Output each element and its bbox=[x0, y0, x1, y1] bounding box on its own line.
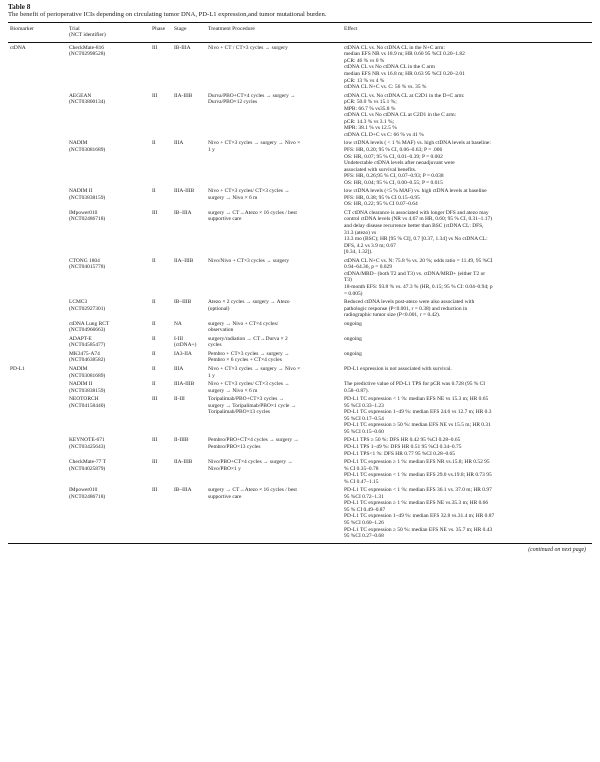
continued-note: (continued on next page) bbox=[528, 546, 586, 553]
cell-stage: NA bbox=[174, 320, 182, 327]
cell-procedure: Nivo/Nivo + CT×3 cycles → surgery bbox=[208, 257, 290, 264]
cell-procedure: surgery/radiation → CT→Durva × 2 cycles bbox=[208, 335, 288, 349]
cell-stage: IIIA-IIIB bbox=[174, 188, 195, 195]
table-row bbox=[8, 457, 592, 485]
header-biomarker: Biomarker bbox=[10, 26, 34, 32]
cell-stage: IB-IIIA bbox=[174, 44, 191, 51]
table-row bbox=[8, 208, 592, 256]
cell-procedure: Nivo/PBO+CT×4 cycles → surgery → Nivo/PBO×1 y bbox=[208, 459, 293, 472]
cell-biomarker: ctDNA bbox=[10, 44, 26, 51]
table-caption: The benefit of perioperative ICIs depending on circulating tumor DNA, PD-L1 expression,and tumor mutational burden. bbox=[8, 11, 327, 18]
cell-procedure: Toripalimab/PBO+CT×3 cycles → surgery → Toripalimab/PBO×1 cycle → Toripalimab/PBO×13 cycles bbox=[208, 396, 297, 416]
cell-trial: MK3475-A74 (NCT04638582) bbox=[69, 350, 106, 364]
cell-procedure: surgery → CT→Atezo × 16 cycles / best supportive care bbox=[208, 487, 297, 500]
cell-phase: II bbox=[152, 365, 156, 372]
table-row bbox=[8, 364, 592, 379]
cell-trial: KEYNOTE-671 (NCT03425643) bbox=[69, 437, 106, 450]
cell-trial: NADIM II (NCT03838159) bbox=[69, 381, 106, 394]
cell-phase: III bbox=[152, 396, 158, 403]
cell-biomarker bbox=[8, 258, 69, 297]
cell-biomarker bbox=[8, 437, 69, 457]
cell-phase: II bbox=[152, 335, 156, 342]
table-row bbox=[8, 394, 592, 435]
table-header bbox=[8, 23, 592, 43]
cell-stage: IIA-IIIB bbox=[174, 92, 193, 99]
cell-stage: IIIA bbox=[174, 140, 184, 147]
header-effect: Effect bbox=[344, 26, 358, 32]
cell-effect: The predictive value of PD-L1 TPS for pCR was 0.728 (95 % CI 0.58–0.87). bbox=[344, 381, 486, 394]
table-row bbox=[8, 319, 592, 334]
cell-stage: IIIA-IIIB bbox=[174, 381, 195, 388]
cell-effect: ongoing bbox=[344, 320, 362, 327]
cell-trial: IMpower010 (NCT02486718) bbox=[69, 487, 106, 500]
cell-procedure: Nivo + CT×3 cycles → surgery → Nivo × 1 y bbox=[208, 365, 301, 379]
cell-procedure: Nivo + CT×3 cycles/ CT×3 cycles → surgery → Nivo × 6 m bbox=[208, 381, 290, 394]
cell-phase: III bbox=[152, 209, 158, 216]
cell-procedure: Nivo + CT×3 cycles → surgery → Nivo × 1 y bbox=[208, 140, 301, 154]
cell-phase: II bbox=[152, 381, 156, 388]
table-row bbox=[8, 43, 592, 91]
cell-biomarker bbox=[8, 210, 69, 256]
table-row bbox=[8, 256, 592, 297]
cell-biomarker bbox=[8, 396, 69, 435]
cell-procedure: Nivo + CT×3 cycles/ CT×3 cycles → surgery → Nivo × 6 m bbox=[208, 188, 290, 201]
cell-effect: ongoing bbox=[344, 335, 362, 342]
cell-effect: PD-L1 TPS ≥ 50 %: DFS HR 0.42 95 %CI 0.28–0.65 PD-L1 TPS 1–49 %: DFS HR 0.51 95 %CI 0.34–0.75 PD-L1 TPS<1 %: DFS HR 0.77 95 %CI 0.28–0.65 bbox=[344, 437, 462, 457]
cell-biomarker bbox=[8, 188, 69, 208]
cell-biomarker bbox=[8, 487, 69, 539]
cell-biomarker bbox=[8, 459, 69, 485]
table-label: Table 8 bbox=[8, 3, 31, 11]
cell-effect: ctDNA CL N+C vs. N: 75.8 % vs. 20 %; odds ratio = 11.49, 95 %CI 0.94–64.36, p = 0.029 ctDNA/MRD– (both T2 and T3) vs. ctDNA/MRD+ (either T2 or T3) 18-month EFS: 93.8 % vs. 47.3 % (HR, 0.15; 95 % CI: 0.04–0.94; p = 0.005) bbox=[344, 257, 493, 297]
cell-effect: PD-L1 TC expression ≥ 1 %: median EFS NR vs.15.8; HR 0.52 95 % CI 0.35–0.78 PD-L1 TC expression < 1 %: median EFS 29.0 vs.19.8; HR 0.73 95 % CI 0.47–1.15 bbox=[344, 459, 492, 485]
header-procedure: Treatment Procedure bbox=[208, 26, 255, 32]
cell-phase: III bbox=[152, 487, 158, 494]
cell-procedure: Nivo + CT / CT×3 cycles → surgery bbox=[208, 44, 288, 51]
cell-stage: IB–IIIB bbox=[174, 299, 192, 306]
cell-phase: III bbox=[152, 459, 158, 466]
cell-biomarker bbox=[8, 381, 69, 394]
cell-trial: NADIM (NCT03081689) bbox=[69, 365, 106, 379]
cell-procedure: surgery → Nivo + CT×4 cycles/ observation bbox=[208, 320, 279, 334]
table-row bbox=[8, 334, 592, 349]
table-row bbox=[8, 379, 592, 394]
cell-trial: AEGEAN (NCT03800134) bbox=[69, 92, 106, 106]
header-stage: Stage bbox=[174, 26, 187, 32]
cell-stage: IIA-IIIB bbox=[174, 459, 193, 466]
cell-biomarker bbox=[8, 93, 69, 139]
cell-trial: NEOTORCH (NCT04158440) bbox=[69, 396, 106, 409]
cell-phase: II bbox=[152, 350, 156, 357]
cell-phase: II bbox=[152, 140, 156, 147]
table-row bbox=[8, 349, 592, 364]
cell-biomarker bbox=[8, 321, 69, 334]
cell-stage: IB–IIIA bbox=[174, 487, 192, 494]
table-row bbox=[8, 138, 592, 186]
cell-trial: NADIM II (NCT03838159) bbox=[69, 188, 106, 201]
cell-biomarker: PD-L1 bbox=[10, 365, 25, 372]
cell-trial: ctDNA Lung RCT (NCT04966663) bbox=[69, 320, 110, 334]
cell-effect: low ctDNA levels ( < 1 % MAF) vs. high ctDNA levels at baseline: PFS: HR, 0.20; 95 % CI, 0.06–0.63; P = .006 OS: HR, 0.07; 95 % CI, 0.01–0.39; P = 0.002 Undetectable ctDNA levels after neoadjuvant were associated with survival benefits. PFS: HR, 0.26;95 % CI, 0.07–0.93; P = 0.038 OS: HR, 0.04; 95 % CI, 0.00–0.55; P = 0.015 bbox=[344, 140, 491, 186]
cell-procedure: Atezo × 2 cycles → surgery → Atezo (optional) bbox=[208, 299, 290, 312]
cell-phase: II bbox=[152, 299, 156, 306]
cell-procedure: surgery → CT→Atezo × 16 cycles / best supportive care bbox=[208, 209, 297, 223]
cell-effect: ctDNA CL vs. No ctDNA CL at C2D1 in the D+C arm: pCR: 50.0 % vs 15.1 %; MPR: 66.7 % vs35.8 % ctDNA CL vs No ctDNA CL at C2D1 in the C arm: pCR: 14.3 % vs 3.1 %; MPR: 38.1 % vs 12.5 % ctDNA CL D+C vs C: 66 % vs 41 % bbox=[344, 92, 465, 138]
cell-biomarker bbox=[8, 140, 69, 186]
bottom-rule bbox=[8, 543, 592, 544]
cell-procedure: Pembro + CT×3 cycles → surgery → Pembro × 6 cycles + CT×4 cycles bbox=[208, 350, 290, 364]
cell-stage: II-IIIB bbox=[174, 437, 189, 444]
cell-effect: ongoing bbox=[344, 350, 362, 357]
cell-trial: CheckMate-816 (NCT02998528) bbox=[69, 44, 106, 58]
cell-trial: LCMC3 (NCT02927301) bbox=[69, 299, 106, 312]
cell-phase: III bbox=[152, 437, 158, 444]
cell-stage: IB–IIIA bbox=[174, 209, 192, 216]
cell-stage: IIIA bbox=[174, 365, 184, 372]
table-row bbox=[8, 485, 592, 539]
cell-effect: low ctDNA levels (<5 % MAF) vs. high ctDNA levels at baseline PFS: HR, 0.38; 95 % CI 0.15–0.95 OS: HR, 0.22; 95 % CI 0.07–0.64 bbox=[344, 188, 487, 208]
header-trial: Trial (NCT identifier) bbox=[69, 26, 106, 39]
cell-phase: II bbox=[152, 257, 156, 264]
cell-trial: NADIM (NCT03081689) bbox=[69, 140, 106, 154]
cell-effect: Reduced ctDNA levels post-atezo were also associated with pathologic response (P<0.001, r = 0.38) and reduction in radiographic tumor size (P<0.001, r = 0.42). bbox=[344, 299, 475, 319]
cell-biomarker bbox=[8, 299, 69, 319]
cell-biomarker bbox=[8, 336, 69, 349]
header-phase: Phase bbox=[152, 26, 166, 32]
cell-trial: CheckMate-77 T (NCT04025879) bbox=[69, 459, 106, 472]
cell-effect: CT ctDNA clearance is associated with longer DFS and atezo may control ctDNA levels (NR vs 4.67 m HR, 0.60; 95 % CI, 0.31–1.17) and delay disease recurrence better than BSC (ctDNA CL: DFS, 31.3 (atezo) vs 13.3 mo (BSC); HR [95 % CI], 0.7 [0.37, 1.34] vs No ctDNA CL: DFS, 4.2 vs 3.9 m; 0.67 [0.34, 1.32]). bbox=[344, 209, 493, 256]
table-body bbox=[8, 43, 592, 540]
cell-phase: II bbox=[152, 188, 156, 195]
cell-effect: PD-L1 TC expression < 1 %: median EFS 36.1 vs. 37.0 m; HR 0.97 95 %CI 0.72–1.31 PD-L1 TC expression ≥ 1 %: median EFS NE vs.35.3 m; HR 0.66 95 % CI 0.49–0.87 PD-L1 TC expression 1–49 %: median EFS 32.8 vs.31.4 m; HR 0.87 95 %CI 0.60–1.26 PD-L1 TC expression ≥ 50 %: median EFS NE vs. 35.7 m; HR 0.43 95 %CI 0.27–0.68 bbox=[344, 487, 495, 540]
table-row bbox=[8, 186, 592, 208]
cell-phase: III bbox=[152, 92, 158, 99]
table-row bbox=[8, 435, 592, 457]
cell-phase: II bbox=[152, 320, 156, 327]
table-row bbox=[8, 91, 592, 139]
table-row bbox=[8, 297, 592, 319]
cell-stage: I-III (ctDNA+) bbox=[174, 335, 197, 349]
table-page bbox=[8, 3, 592, 553]
cell-procedure: Pembro/PBO+CT×4 cycles → surgery → Pembro/PBO×13 cycles bbox=[208, 437, 299, 450]
cell-biomarker bbox=[8, 351, 69, 364]
cell-stage: IA3-IIA bbox=[174, 350, 192, 357]
cell-trial: ADAPT-E (NCT04585477) bbox=[69, 335, 106, 349]
cell-phase: III bbox=[152, 44, 158, 51]
cell-stage: II-III bbox=[174, 396, 185, 403]
cell-trial: IMpower010 (NCT02486718) bbox=[69, 209, 106, 223]
cell-effect: PD-L1 expression is not associated with survival. bbox=[344, 365, 452, 372]
cell-stage: IIA–IIIB bbox=[174, 257, 194, 264]
cell-procedure: Durva/PBO+CT×4 cycles → surgery → Durva/PBO×12 cycles bbox=[208, 92, 296, 106]
cell-trial: CTONG 1804 (NCT04015778) bbox=[69, 257, 106, 271]
cell-effect: ctDNA CL vs. No ctDNA CL in the N+C arm: median EFS NR vs 18.9 m; HR 0.60 95 %CI 0.20–1.82 pCR: 46 % vs 0 % ctDNA CL vs No ctDNA CL in the C arm median EFS NR vs 16.8 m; HR 0.63 95 %CI 0.20–2.01 pCR: 13 % vs 4 % ctDNA CL N+C vs. C: 56 % vs. 35 % bbox=[344, 44, 465, 91]
cell-effect: PD-L1 TC expression < 1 %: median EFS NE vs 15.3 m; HR 0.65 95 %CI 0.33–1.23 PD-L1 TC expression 1–49 %: median EFS 24.6 vs 12.7 m; HR 0.3 95 %CI 0.17–0.54 PD-L1 TC expression ≥ 50 %: median EFS NE vs 15.5 m; HR 0.31 95 %CI 0.15–0.60 bbox=[344, 396, 492, 435]
